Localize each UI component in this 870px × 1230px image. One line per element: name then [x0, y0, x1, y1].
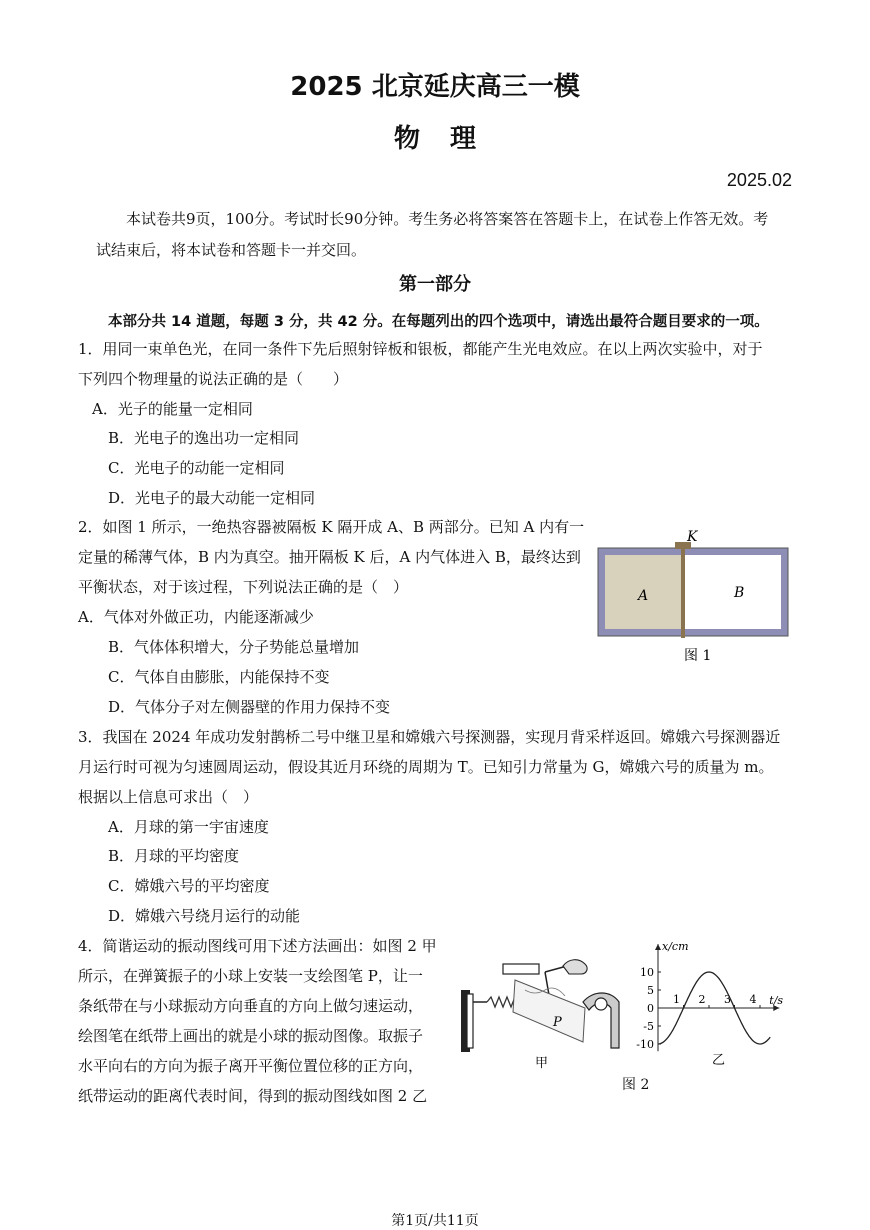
x-tick-label: 1 [673, 993, 680, 1006]
q2-option-a: A．气体对外做正功，内能逐渐减少 [78, 608, 314, 626]
figure-2-right-caption: 乙 [712, 1053, 726, 1068]
q3-option-a: A．月球的第一宇宙速度 [108, 818, 269, 836]
intro-line: 本试卷共9页，100分。考试时长90分钟。考生务必将答案答在答题卡上，在试卷上作答无效。考 [126, 210, 769, 228]
roller [595, 998, 607, 1010]
x-tick-label: 3 [724, 993, 731, 1006]
q2-stem: 定量的稀薄气体，B 内为真空。抽开隔板 K 后，A 内气体进入 B，最终达到 [78, 548, 581, 566]
section-instruction: 本部分共 14 道题，每题 3 分，共 42 分。在每题列出的四个选项中，请选出最符合题目要求的一项。 [108, 314, 769, 330]
page-footer: 第1页/共11页 [391, 1213, 479, 1229]
figure-2-chart [628, 938, 798, 1068]
q2-stem: 平衡状态，对于该过程，下列说法正确的是（ ） [78, 578, 409, 596]
q1-stem: 1．用同一束单色光，在同一条件下先后照射锌板和银板，都能产生光电效应。在以上两次实验中，对于 [78, 340, 763, 358]
figure-2-caption: 图 2 [622, 1077, 650, 1093]
y-axis-label: x/cm [662, 940, 689, 953]
q2-option-b: B．气体体积增大，分子势能总量增加 [108, 638, 360, 656]
q3-option-b: B．月球的平均密度 [108, 847, 240, 865]
q1-option-b: B．光电子的逸出功一定相同 [108, 429, 300, 447]
partition-k [681, 546, 685, 638]
q4-stem: 4．简谐运动的振动图线可用下述方法画出：如图 2 甲 [78, 937, 437, 955]
q3-stem: 3．我国在 2024 年成功发射鹊桥二号中继卫星和嫦娥六号探测器，实现月背采样返回。嫦娥六号探测器近 [78, 728, 781, 746]
q3-option-c: C．嫦娥六号的平均密度 [108, 877, 270, 895]
q3-stem: 根据以上信息可求出（ ） [78, 788, 259, 806]
section-title: 第一部分 [399, 274, 471, 295]
q4-stem: 水平向右的方向为振子离开平衡位置位移的正方向， [78, 1057, 424, 1075]
figure-1-caption: 图 1 [684, 648, 712, 664]
q4-stem: 所示，在弹簧振子的小球上安装一支绘图笔 P，让一 [78, 967, 423, 985]
q3-option-d: D．嫦娥六号绕月运行的动能 [108, 907, 301, 925]
x-tick-label: 4 [749, 993, 757, 1006]
y-axis-arrow [655, 944, 661, 950]
q4-stem: 条纸带在与小球振动方向垂直的方向上做匀速运动， [78, 997, 424, 1015]
intro-line: 试结束后，将本试卷和答题卡一并交回。 [96, 241, 367, 259]
pen-holder [503, 964, 539, 974]
hand [563, 960, 587, 974]
y-tick-label: -5 [643, 1020, 654, 1033]
label-a: A [638, 588, 649, 604]
q4-stem: 绘图笔在纸带上画出的就是小球的振动图像。取振子 [78, 1027, 424, 1045]
y-tick-label: -10 [636, 1038, 654, 1051]
figure-1-container [592, 524, 797, 669]
page-title: 2025 北京延庆高三一模 [290, 72, 580, 102]
q4-stem: 纸带运动的距离代表时间，得到的振动图线如图 2 乙 [78, 1087, 428, 1105]
q2-option-c: C．气体自由膨胀，内能保持不变 [108, 668, 330, 686]
figure-2-apparatus [455, 950, 630, 1075]
y-tick-label: 10 [640, 966, 654, 979]
label-b: B [734, 585, 745, 601]
paper-strip [513, 980, 585, 1042]
label-p: P [553, 1015, 562, 1030]
x-axis-label: t/s [769, 994, 784, 1007]
label-k: K [687, 529, 698, 545]
q3-stem: 月运行时可视为匀速圆周运动，假设其近月环绕的周期为 T。已知引力常量为 G，嫦娥六号的质量为 m。 [78, 758, 774, 776]
y-tick-label: 5 [647, 984, 654, 997]
figure-2-left-caption: 甲 [535, 1056, 549, 1071]
q1-option-c: C．光电子的动能一定相同 [108, 459, 285, 477]
q1-option-a: A．光子的能量一定相同 [92, 400, 253, 418]
q2-stem: 2．如图 1 所示，一绝热容器被隔板 K 隔开成 A、B 两部分。已知 A 内有一 [78, 518, 585, 536]
q1-stem: 下列四个物理量的说法正确的是（ ） [78, 370, 349, 388]
x-tick-label: 2 [698, 993, 706, 1006]
subject-title: 物理 [393, 124, 506, 154]
q1-option-d: D．光电子的最大动能一定相同 [108, 489, 316, 507]
pen-arm [545, 966, 567, 995]
y-tick-label: 0 [647, 1002, 654, 1015]
exam-date: 2025.02 [726, 170, 792, 190]
q2-option-d: D．气体分子对左侧器壁的作用力保持不变 [108, 698, 391, 716]
